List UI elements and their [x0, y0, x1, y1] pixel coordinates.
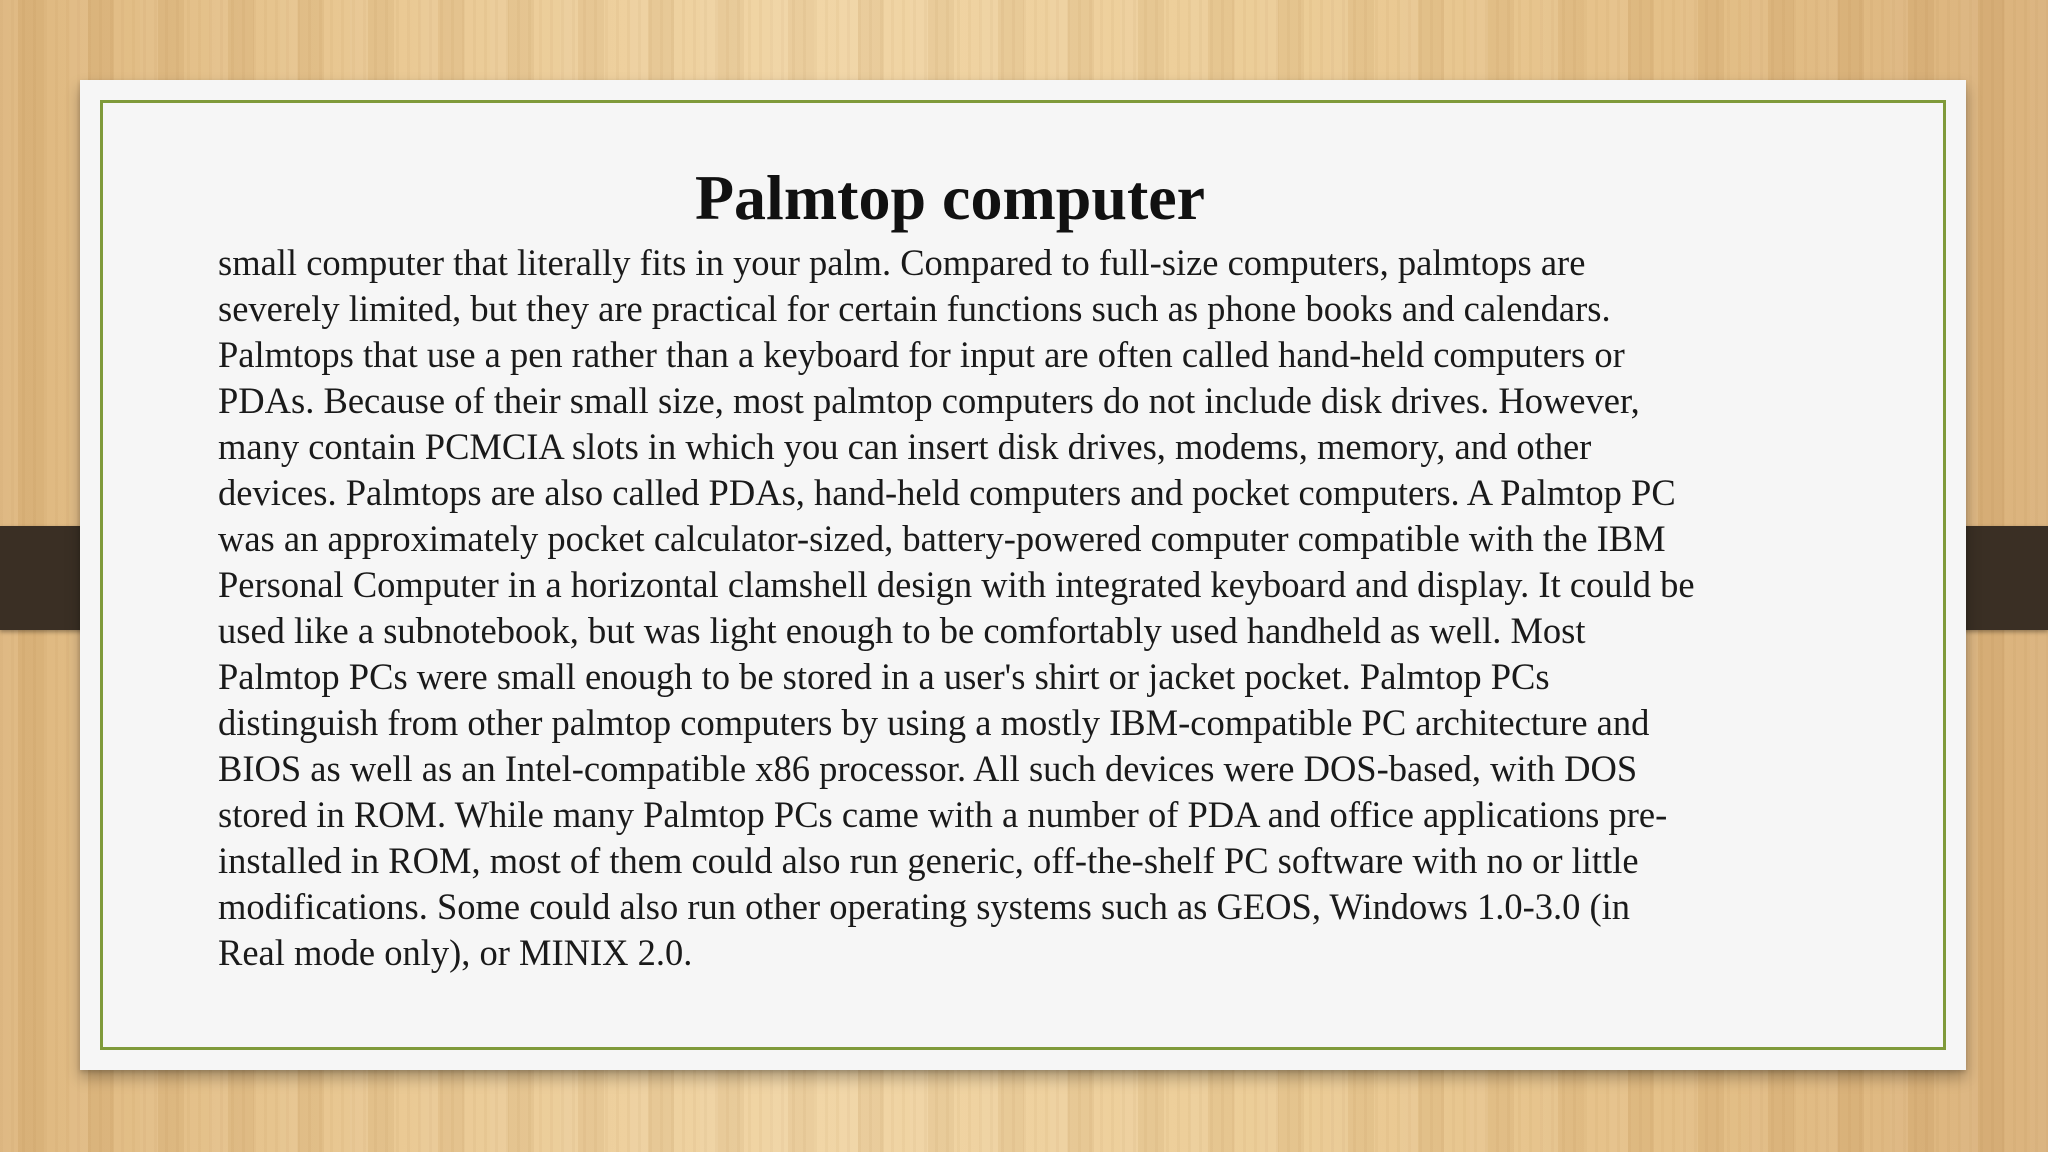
body-line: was an approximately pocket calculator-sized, battery-powered computer compatible with the IBM [218, 518, 1666, 559]
body-line: severely limited, but they are practical for certain functions such as phone books and calendars. [218, 288, 1611, 329]
body-line: stored in ROM. While many Palmtop PCs came with a number of PDA and office applications pre- [218, 794, 1668, 835]
body-line: many contain PCMCIA slots in which you can insert disk drives, modems, memory, and other [218, 426, 1592, 467]
body-line: Personal Computer in a horizontal clamshell design with integrated keyboard and display. It could be [218, 564, 1695, 605]
slide-body-text [218, 240, 1738, 976]
body-line: PDAs. Because of their small size, most palmtop computers do not include disk drives. However, [218, 380, 1640, 421]
body-line: used like a subnotebook, but was light enough to be comfortably used handheld as well. Most [218, 610, 1586, 651]
body-line: distinguish from other palmtop computers by using a mostly IBM-compatible PC architecture and [218, 702, 1650, 743]
body-line: installed in ROM, most of them could also run generic, off-the-shelf PC software with no or little [218, 840, 1639, 881]
body-line: Palmtop PCs were small enough to be stored in a user's shirt or jacket pocket. Palmtop PCs [218, 656, 1550, 697]
body-line: modifications. Some could also run other operating systems such as GEOS, Windows 1.0-3.0 (in [218, 886, 1631, 927]
body-line: BIOS as well as an Intel-compatible x86 processor. All such devices were DOS-based, with DOS [218, 748, 1638, 789]
body-line: devices. Palmtops are also called PDAs, hand-held computers and pocket computers. A Palmtop PC [218, 472, 1676, 513]
slide-title: Palmtop computer [694, 162, 1206, 233]
body-line: small computer that literally fits in your palm. Compared to full-size computers, palmtops are [218, 242, 1586, 283]
body-line: Palmtops that use a pen rather than a keyboard for input are often called hand-held computers or [218, 334, 1625, 375]
body-line: Real mode only), or MINIX 2.0. [218, 932, 693, 973]
